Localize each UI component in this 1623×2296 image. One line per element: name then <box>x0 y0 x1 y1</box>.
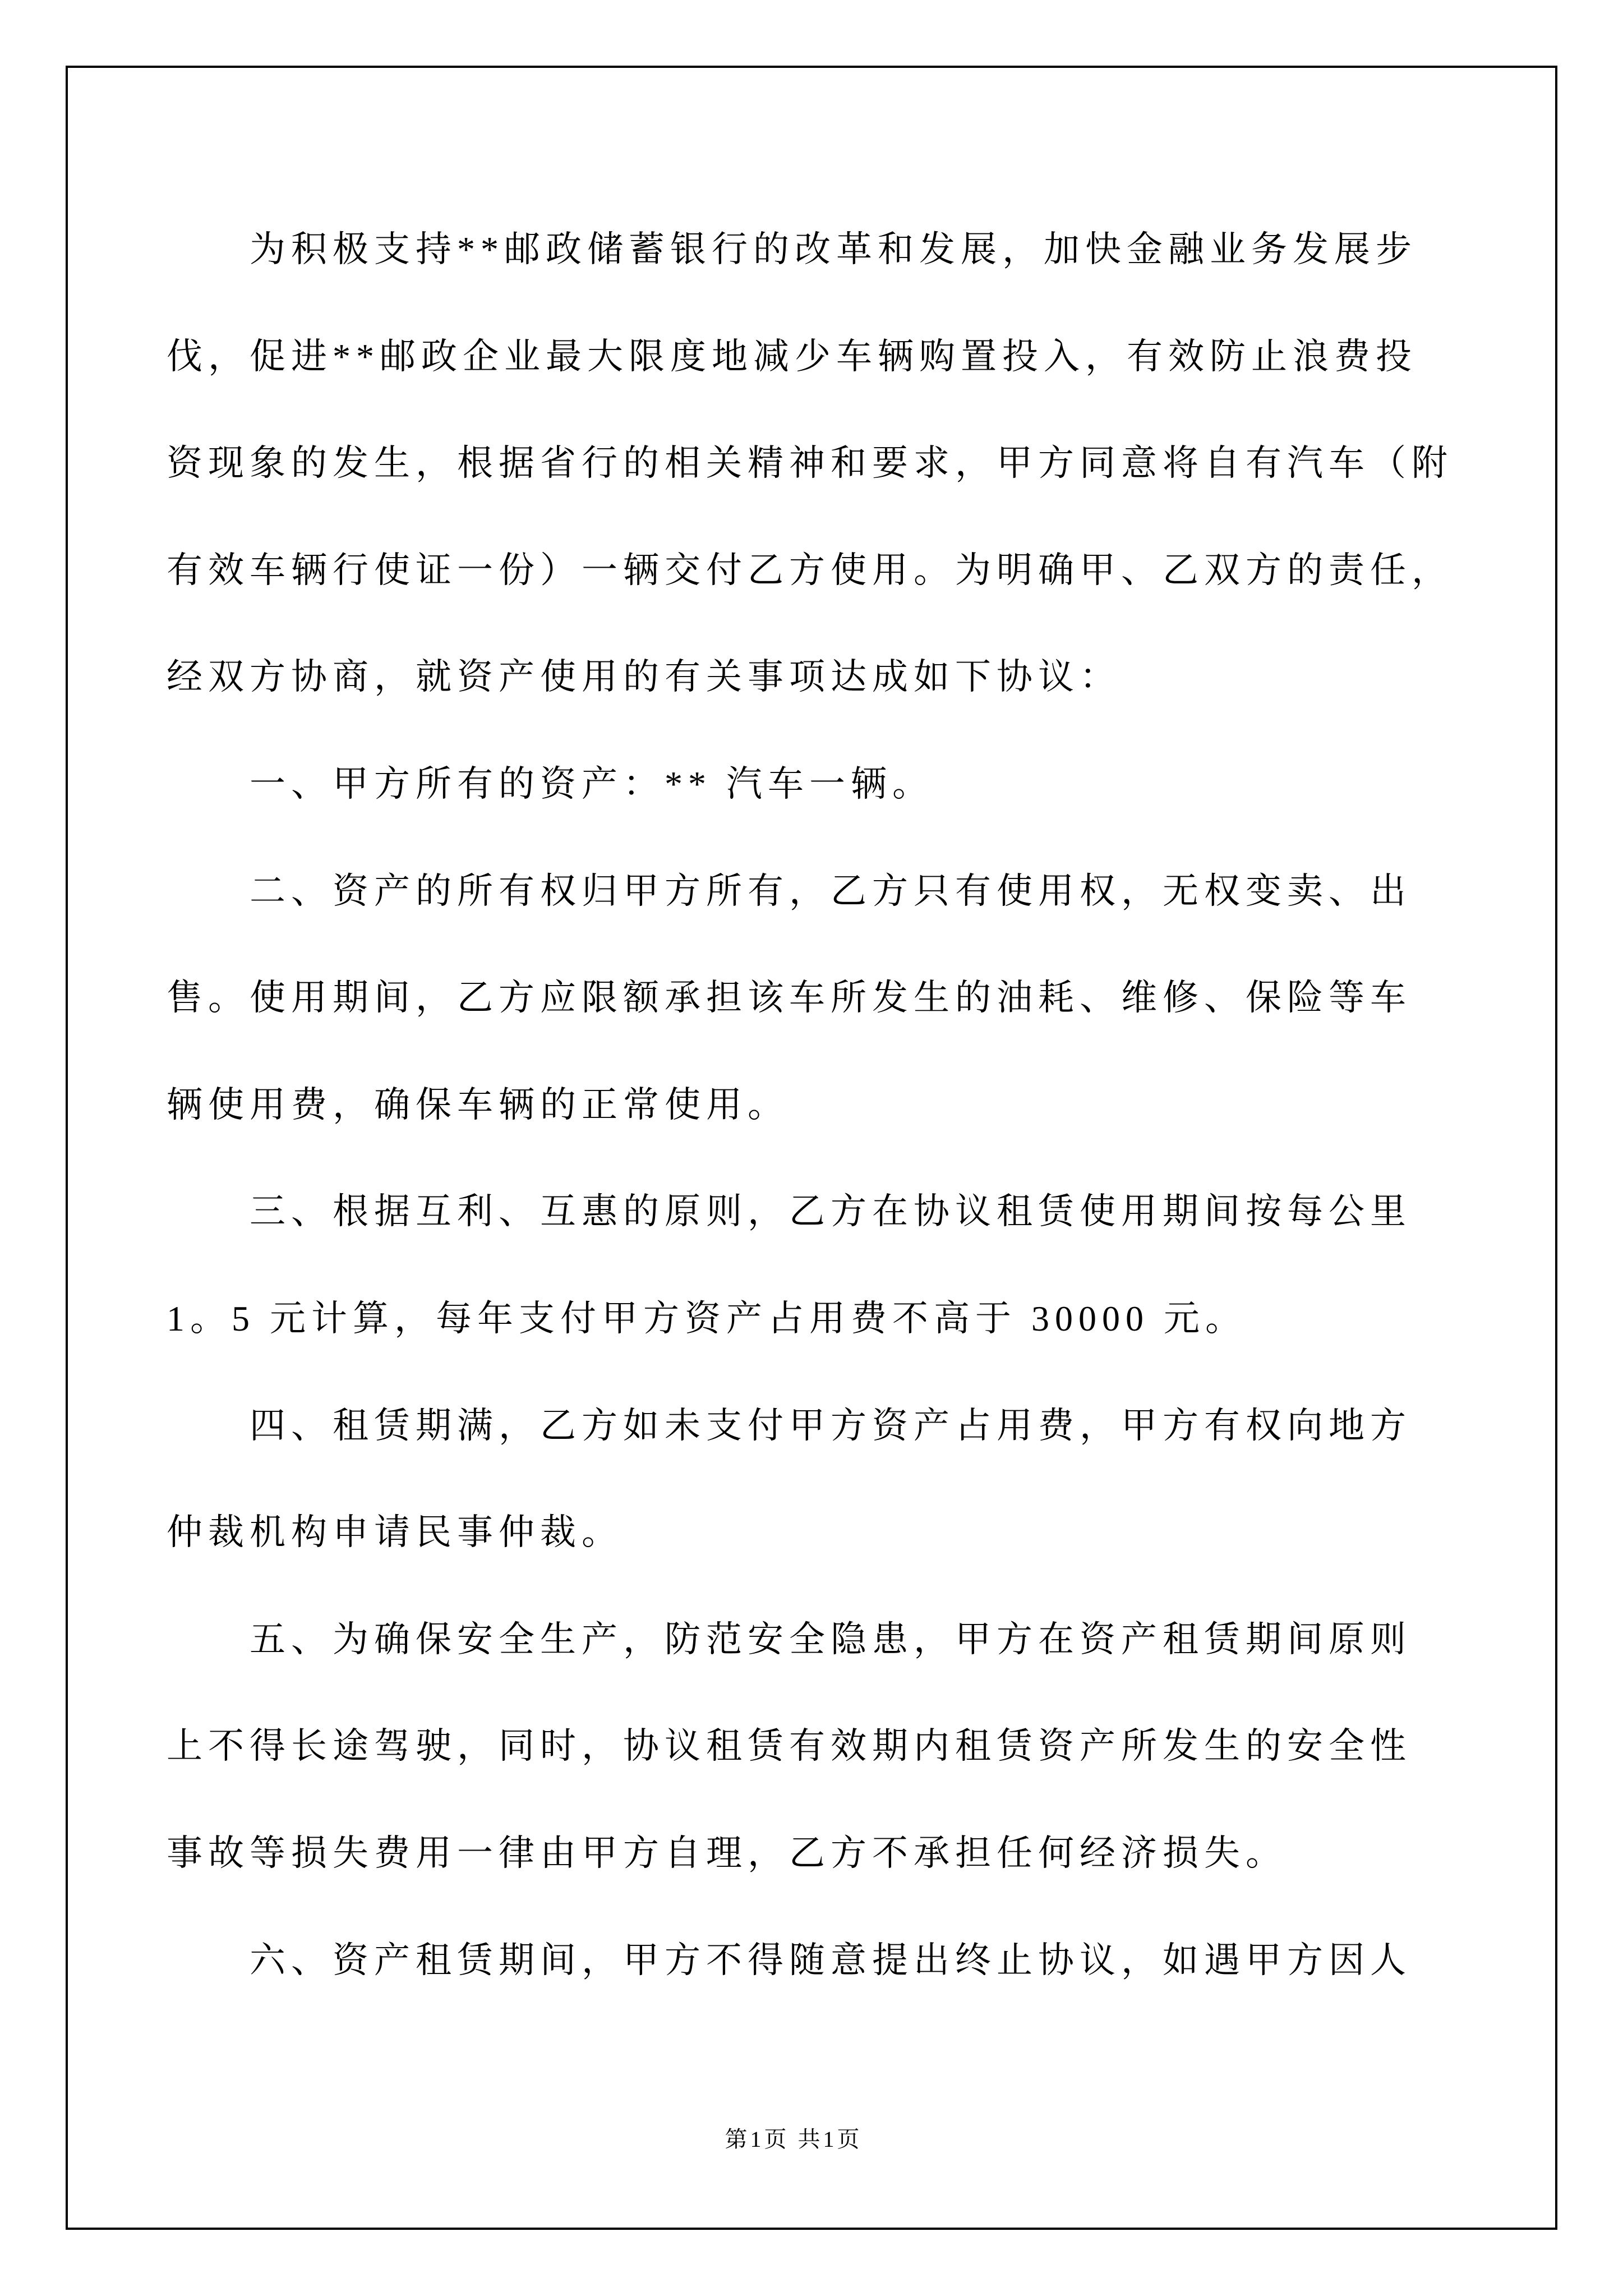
paragraph-line: 伐，促进**邮政企业最大限度地减少车辆购置投入，有效防止浪费投 <box>167 336 1417 376</box>
paragraph-line: 二、资产的所有权归甲方所有，乙方只有使用权，无权变卖、出 <box>250 871 1412 911</box>
paragraph-line: 事故等损失费用一律由甲方自理，乙方不承担任何经济损失。 <box>167 1833 1287 1873</box>
paragraph-line: 六、资产租赁期间，甲方不得随意提出终止协议，如遇甲方因人 <box>250 1940 1412 1980</box>
page-footer <box>167 2122 1421 2157</box>
paragraph-line: 资现象的发生，根据省行的相关精神和要求，甲方同意将自有汽车（附 <box>167 443 1453 484</box>
paragraph-line: 有效车辆行使证一份）一辆交付乙方使用。为明确甲、乙双方的责任， <box>167 550 1453 590</box>
paragraph-line: 经双方协商，就资产使用的有关事项达成如下协议： <box>167 657 1121 697</box>
paragraph-line: 辆使用费，确保车辆的正常使用。 <box>167 1084 789 1125</box>
page-number-text: 第1页 共1页 <box>725 2127 863 2152</box>
paragraph-line: 五、为确保安全生产，防范安全隐患，甲方在资产租赁期间原则 <box>250 1619 1412 1659</box>
paragraph-line: 三、根据互利、互惠的原则，乙方在协议租赁使用期间按每公里 <box>250 1191 1412 1232</box>
paragraph-line: 仲裁机构申请民事仲裁。 <box>167 1512 623 1553</box>
paragraph-line: 1。5 元计算，每年支付甲方资产占用费不高于 30000 元。 <box>167 1298 1247 1338</box>
paragraph-line: 四、租赁期满，乙方如未支付甲方资产占用费，甲方有权向地方 <box>250 1405 1412 1446</box>
paragraph-line: 为积极支持**邮政储蓄银行的改革和发展，加快金融业务发展步 <box>250 229 1417 269</box>
document-body <box>167 196 1453 2014</box>
paragraph-line: 上不得长途驾驶，同时，协议租赁有效期内租赁资产所发生的安全性 <box>167 1726 1412 1766</box>
paragraph-line: 售。使用期间，乙方应限额承担该车所发生的油耗、维修、保险等车 <box>167 978 1412 1018</box>
paragraph-line: 一、甲方所有的资产：** 汽车一辆。 <box>250 763 934 804</box>
